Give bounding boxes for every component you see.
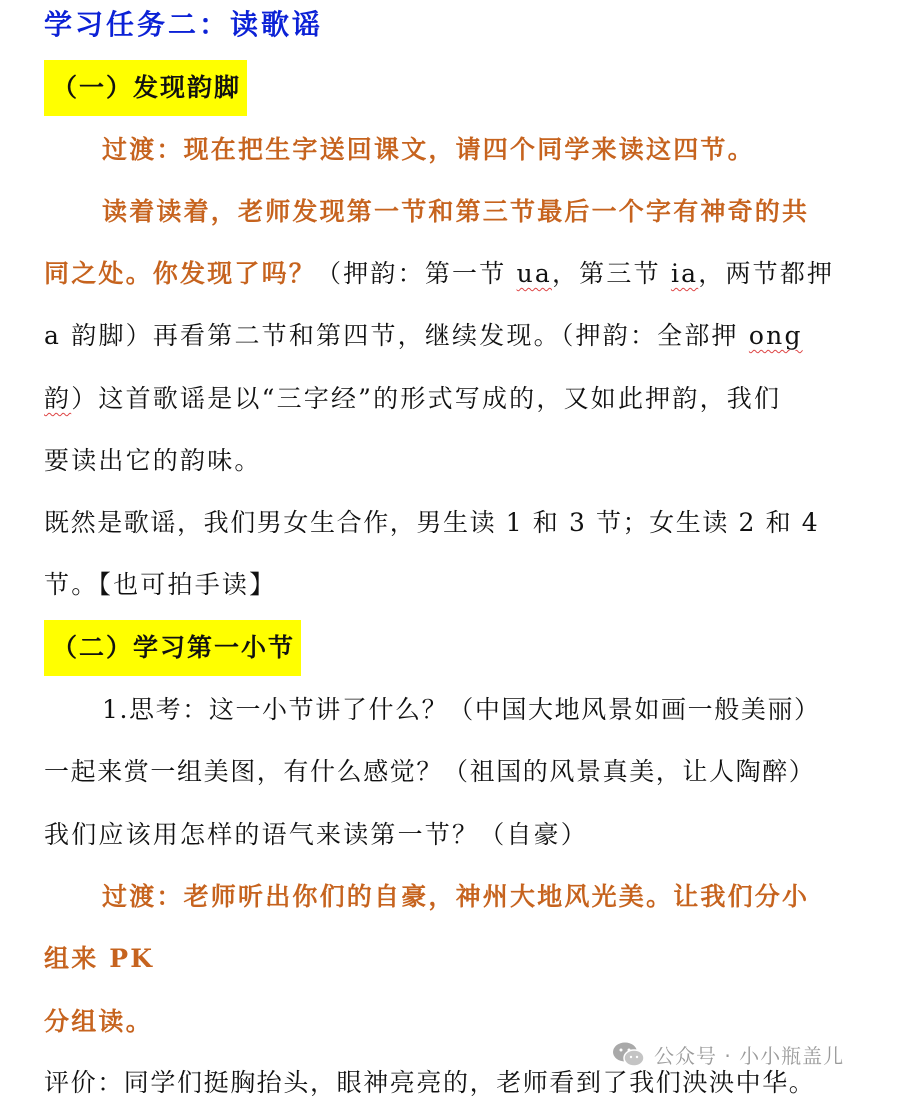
watermark-text: 公众号 · 小小瓶盖儿 bbox=[654, 1044, 845, 1068]
question-line-2: 一起来赏一组美图，有什么感觉？（祖国的风景真美，让人陶醉） bbox=[44, 757, 816, 786]
para-text: ）这首歌谣是以“三字经”的形式写成的，又如此押韵，我们 bbox=[71, 384, 782, 413]
watermark bbox=[612, 1040, 844, 1069]
para-text: ，第三节 bbox=[551, 259, 671, 288]
transition-2-line-2: 组来 PK bbox=[44, 944, 155, 973]
para-text: ，两节都押 bbox=[698, 259, 835, 288]
pinyin-ua: ua bbox=[516, 259, 552, 288]
page-title: 学习任务二：读歌谣 bbox=[44, 8, 324, 41]
question-text: 同之处。你发现了吗？ bbox=[44, 259, 317, 288]
para-line-6: 既然是歌谣，我们男女生合作，男生读 1 和 3 节；女生读 2 和 4 bbox=[44, 508, 820, 537]
pinyin-a: a bbox=[44, 321, 62, 350]
para-line-2 bbox=[44, 259, 875, 289]
para-text: 韵脚）再看第二节和第四节，继续发现。（押韵：全部押 bbox=[61, 321, 749, 350]
pinyin-ong: ong bbox=[748, 321, 803, 350]
transition-1: 过渡：现在把生字送回课文，请四个同学来读这四节。 bbox=[102, 135, 755, 164]
evaluation-line: 评价：同学们挺胸抬头，眼神亮亮的，老师看到了我们泱泱中华。 bbox=[44, 1068, 816, 1097]
wechat-icon bbox=[612, 1041, 646, 1069]
para-line-1: 读着读着，老师发现第一节和第三节最后一个字有神奇的共 bbox=[102, 197, 810, 226]
para-line-7: 节。【也可拍手读】 bbox=[44, 570, 277, 599]
section2-heading: （二）学习第一小节 bbox=[44, 620, 301, 676]
group-read-line: 分组读。 bbox=[44, 1007, 153, 1036]
rhyme-char: 韵 bbox=[44, 384, 72, 413]
para-line-4 bbox=[44, 384, 875, 414]
question-line-1: 1.思考：这一小节讲了什么？（中国大地风景如画一般美丽） bbox=[102, 695, 821, 724]
question-line-3: 我们应该用怎样的语气来读第一节？（自豪） bbox=[44, 820, 589, 849]
para-text: （押韵：第一节 bbox=[316, 259, 517, 288]
para-line-3 bbox=[44, 321, 875, 351]
transition-2-line-1: 过渡：老师听出你们的自豪，神州大地风光美。让我们分小 bbox=[102, 882, 810, 911]
pinyin-ia: ia bbox=[670, 259, 699, 288]
section1-heading: （一）发现韵脚 bbox=[44, 60, 247, 116]
para-line-5: 要读出它的韵味。 bbox=[44, 446, 262, 475]
